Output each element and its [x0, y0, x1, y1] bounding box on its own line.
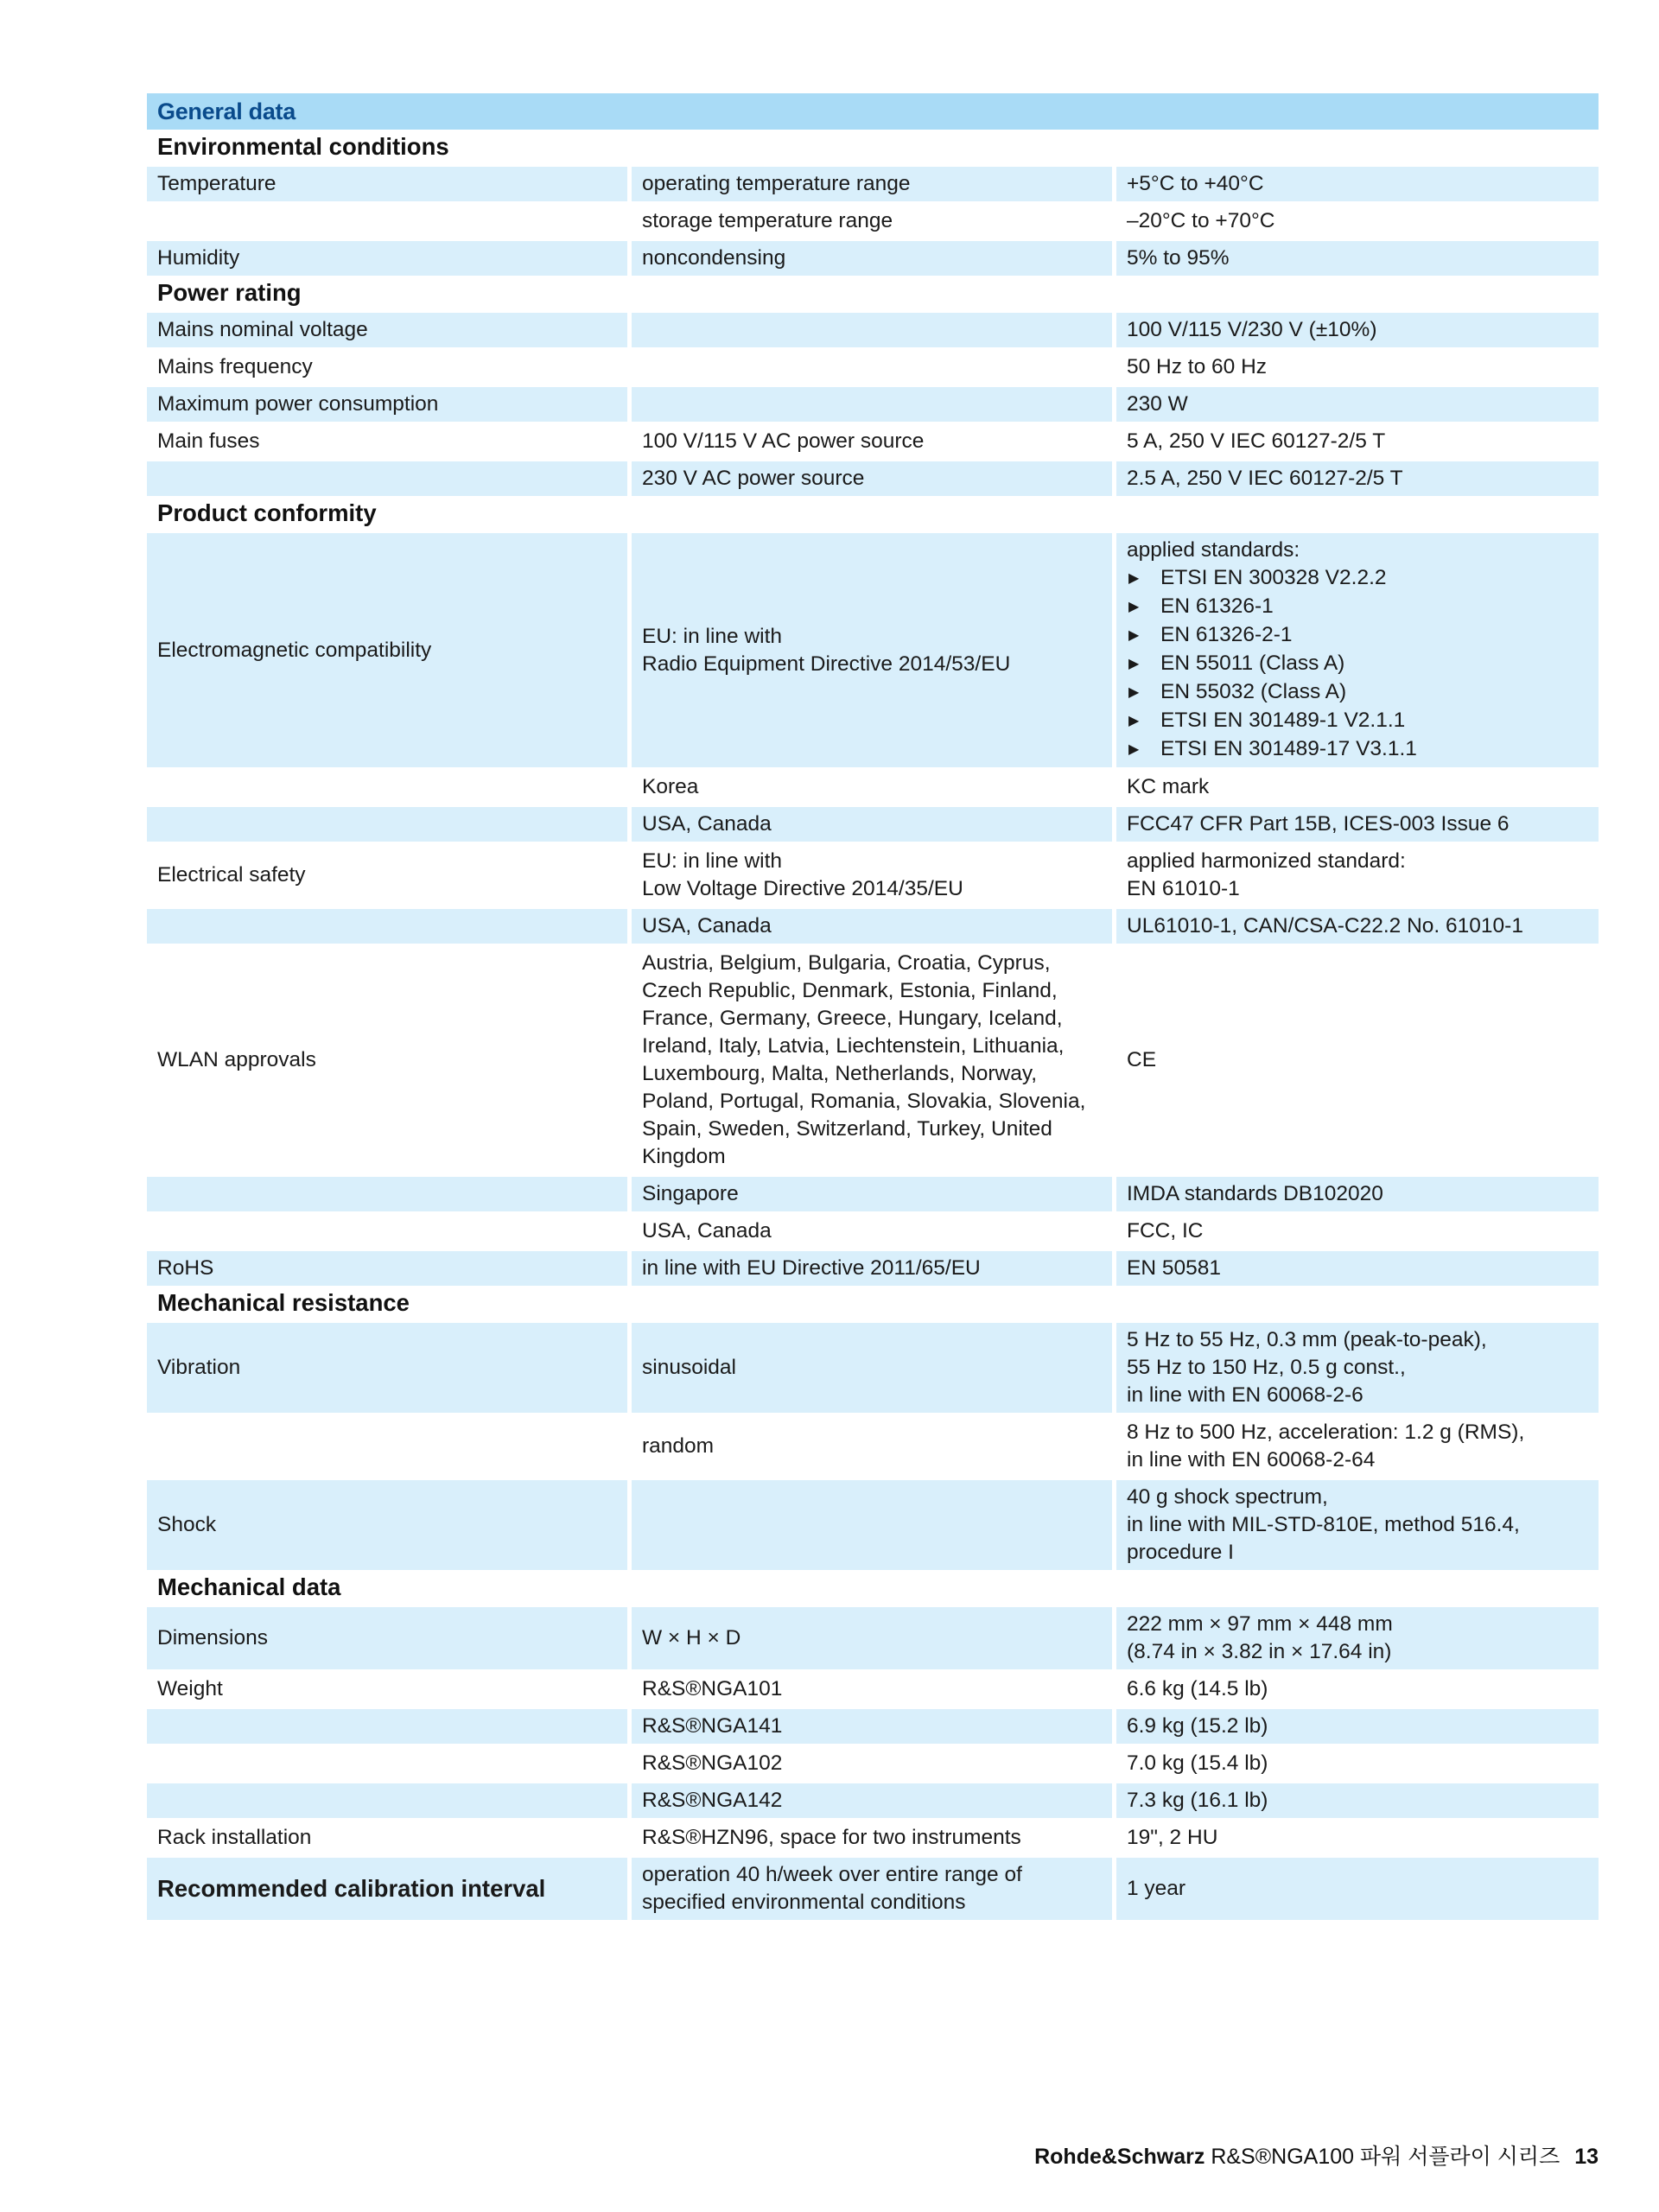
- parameter-cell: [147, 424, 627, 459]
- cell-line: R&S®NGA142: [642, 1789, 783, 1812]
- cell-line: Kingdom: [642, 1145, 726, 1168]
- condition-cell: [632, 807, 1112, 842]
- cell-line: KC mark: [1127, 775, 1210, 798]
- parameter-cell: [147, 461, 627, 496]
- table-row: [147, 1177, 1599, 1211]
- value-cell: [1116, 1783, 1599, 1818]
- parameter-cell: [147, 350, 627, 385]
- table-row: [147, 807, 1599, 842]
- cell-line: Electrical safety: [157, 863, 306, 887]
- value-cell-text: [1127, 1611, 1393, 1666]
- cell-line: 19", 2 HU: [1127, 1826, 1218, 1849]
- parameter-cell: [147, 1672, 627, 1707]
- cell-line: 100 V/115 V AC power source: [642, 429, 925, 453]
- section-title-row: [147, 1286, 1599, 1320]
- value-cell-text: [1127, 810, 1510, 838]
- table-row: [147, 1821, 1599, 1855]
- section-title-row: [147, 276, 1599, 310]
- value-cell: [1116, 1251, 1599, 1286]
- table-row: [147, 313, 1599, 347]
- condition-cell: [632, 1607, 1112, 1669]
- parameter-cell: [147, 1415, 627, 1478]
- parameter-cell-text: [157, 1624, 268, 1652]
- value-cell: [1116, 1415, 1599, 1478]
- table-row: [147, 387, 1599, 422]
- condition-cell-text: [642, 1750, 782, 1777]
- parameter-cell: [147, 387, 627, 422]
- cell-line: EN 50581: [1127, 1256, 1221, 1280]
- parameter-cell-text: [157, 861, 306, 889]
- condition-cell-text: [642, 207, 893, 235]
- cell-line: IMDA standards DB102020: [1127, 1182, 1383, 1205]
- cell-line: Shock: [157, 1513, 217, 1536]
- parameter-cell-text: [157, 1824, 311, 1852]
- cell-line: 222 mm × 97 mm × 448 mm: [1127, 1612, 1393, 1636]
- cell-line: Korea: [642, 775, 699, 798]
- value-cell-text: [1127, 170, 1264, 198]
- value-cell: [1116, 1672, 1599, 1707]
- condition-cell: [632, 844, 1112, 906]
- value-cell: [1116, 946, 1599, 1174]
- cell-line: R&S®NGA101: [642, 1677, 783, 1700]
- calibration-label: Recommended calibration interval: [147, 1858, 627, 1920]
- section-title: Environmental conditions: [147, 130, 1599, 164]
- cell-line: FCC, IC: [1127, 1219, 1204, 1243]
- value-cell: [1116, 350, 1599, 385]
- table-header: General data: [147, 93, 1599, 130]
- cell-line: EU: in line with: [642, 624, 783, 648]
- standard-list-item: ▶ EN 61326-2-1: [1127, 621, 1417, 650]
- parameter-cell: [147, 807, 627, 842]
- cell-line: R&S®HZN96, space for two instruments: [642, 1826, 1021, 1849]
- cell-line: in line with MIL-STD-810E, method 516.4,: [1127, 1513, 1520, 1536]
- value-cell-text: [1127, 1419, 1524, 1474]
- parameter-cell: [147, 1480, 627, 1570]
- value-cell: [1116, 313, 1599, 347]
- parameter-cell: [147, 241, 627, 276]
- datasheet-table: [147, 93, 1599, 1920]
- parameter-cell-text: [157, 428, 259, 455]
- cell-line: Mains frequency: [157, 355, 313, 378]
- cell-line: Czech Republic, Denmark, Estonia, Finland,: [642, 979, 1058, 1002]
- cell-line: Mains nominal voltage: [157, 318, 368, 341]
- cell-line: Dimensions: [157, 1626, 268, 1649]
- table-row: [147, 167, 1599, 201]
- value-cell: [1116, 387, 1599, 422]
- condition-cell-text: [642, 950, 1085, 1171]
- section-title: Mechanical data: [147, 1570, 1599, 1605]
- condition-cell-text: [642, 810, 772, 838]
- value-cell-text: [1127, 1180, 1383, 1208]
- cell-line: Poland, Portugal, Romania, Slovakia, Slovenia,: [642, 1090, 1086, 1113]
- value-cell: [1116, 807, 1599, 842]
- cell-line: applied harmonized standard:: [1127, 849, 1406, 873]
- condition-cell: [632, 461, 1112, 496]
- cell-line: 5% to 95%: [1127, 246, 1230, 270]
- cell-line: Ireland, Italy, Latvia, Liechtenstein, Lithuania,: [642, 1034, 1065, 1058]
- cell-line: RoHS: [157, 1256, 214, 1280]
- condition-cell-text: [642, 245, 785, 272]
- standard-list-item: ▶ ETSI EN 300328 V2.2.2: [1127, 564, 1417, 593]
- value-cell-text: [1127, 1713, 1268, 1740]
- parameter-cell: [147, 1709, 627, 1744]
- condition-cell-text: [642, 773, 698, 801]
- parameter-cell-text: [157, 1511, 216, 1539]
- table-row: [147, 1672, 1599, 1707]
- value-cell-text: [1127, 353, 1267, 381]
- cell-line: Austria, Belgium, Bulgaria, Croatia, Cyprus,: [642, 951, 1051, 975]
- cell-line: Vibration: [157, 1356, 241, 1379]
- condition-cell: [632, 204, 1112, 238]
- value-cell-text: [1127, 465, 1403, 493]
- parameter-cell: [147, 946, 627, 1174]
- parameter-cell-text: [157, 316, 368, 344]
- cell-line: 50 Hz to 60 Hz: [1127, 355, 1268, 378]
- cell-line: W × H × D: [642, 1626, 741, 1649]
- condition-cell: [632, 424, 1112, 459]
- value-cell: [1116, 909, 1599, 944]
- cell-line: in line with EU Directive 2011/65/EU: [642, 1256, 981, 1280]
- condition-cell: [632, 1783, 1112, 1818]
- condition-cell: [632, 1214, 1112, 1249]
- condition-cell-text: [642, 623, 1010, 678]
- cell-line: 2.5 A, 250 V IEC 60127-2/5 T: [1127, 467, 1403, 490]
- value-cell: [1116, 844, 1599, 906]
- table-row: [147, 1480, 1599, 1570]
- cell-line: applied standards:: [1127, 538, 1300, 562]
- cell-line: CE: [1127, 1048, 1157, 1071]
- cell-line: procedure I: [1127, 1541, 1234, 1564]
- cell-line: Spain, Sweden, Switzerland, Turkey, United: [642, 1117, 1052, 1141]
- condition-cell-text: [642, 1713, 782, 1740]
- standard-list-item: ▶ EN 61326-1: [1127, 593, 1417, 621]
- cell-line: Singapore: [642, 1182, 739, 1205]
- parameter-cell-text: [157, 1675, 223, 1703]
- cell-line: 6.6 kg (14.5 lb): [1127, 1677, 1268, 1700]
- standard-list-item: ▶ ETSI EN 301489-17 V3.1.1: [1127, 735, 1417, 764]
- value-cell-text: [1127, 1255, 1221, 1282]
- table-row: [147, 1783, 1599, 1818]
- value-cell: [1116, 1746, 1599, 1781]
- cell-line: random: [642, 1434, 715, 1458]
- condition-cell-text: [642, 1217, 772, 1245]
- cell-line: in line with EN 60068-2-64: [1127, 1448, 1376, 1471]
- value-cell-text: [1127, 245, 1230, 272]
- cell-line: specified environmental conditions: [642, 1891, 966, 1914]
- cell-line: 100 V/115 V/230 V (±10%): [1127, 318, 1377, 341]
- table-row: [147, 844, 1599, 906]
- value-cell-text: [1127, 1217, 1203, 1245]
- value-cell-text: [1127, 1046, 1156, 1074]
- parameter-cell-text: [157, 353, 313, 381]
- condition-cell: [632, 1709, 1112, 1744]
- condition-cell: [632, 387, 1112, 422]
- parameter-cell: [147, 167, 627, 201]
- cell-line: 40 g shock spectrum,: [1127, 1485, 1328, 1509]
- page-footer: [1034, 2139, 1599, 2171]
- cell-line: Weight: [157, 1677, 223, 1700]
- cell-line: 5 Hz to 55 Hz, 0.3 mm (peak-to-peak),: [1127, 1328, 1487, 1351]
- table-row: [147, 1323, 1599, 1413]
- cell-line: Main fuses: [157, 429, 260, 453]
- condition-cell-text: [642, 465, 864, 493]
- value-cell-text: [1127, 537, 1417, 764]
- cell-line: WLAN approvals: [157, 1048, 316, 1071]
- standard-list-item: ▶ ETSI EN 301489-1 V2.1.1: [1127, 707, 1417, 735]
- cell-line: USA, Canada: [642, 914, 772, 938]
- value-cell: [1116, 241, 1599, 276]
- value-cell: [1116, 1607, 1599, 1669]
- cell-line: R&S®NGA141: [642, 1714, 783, 1738]
- cell-line: Humidity: [157, 246, 240, 270]
- standard-list-item: ▶ EN 55011 (Class A): [1127, 650, 1417, 678]
- condition-cell-text: [642, 170, 911, 198]
- table-row: [147, 350, 1599, 385]
- calibration-row: [147, 1858, 1599, 1920]
- parameter-cell: [147, 313, 627, 347]
- cell-line: sinusoidal: [642, 1356, 736, 1379]
- condition-cell-text: [642, 428, 924, 455]
- parameter-cell: [147, 1177, 627, 1211]
- standard-list-item: ▶ EN 55032 (Class A): [1127, 678, 1417, 707]
- table-row: [147, 424, 1599, 459]
- value-cell: [1116, 461, 1599, 496]
- condition-cell: [632, 533, 1112, 767]
- parameter-cell: [147, 844, 627, 906]
- condition-cell-text: [642, 1824, 1021, 1852]
- condition-cell: [632, 1672, 1112, 1707]
- condition-cell-text: [642, 912, 772, 940]
- table-row: [147, 770, 1599, 804]
- condition-cell: [632, 1177, 1112, 1211]
- value-cell-text: [1127, 773, 1209, 801]
- value-cell: [1116, 424, 1599, 459]
- cell-line: USA, Canada: [642, 812, 772, 836]
- cell-line: 6.9 kg (15.2 lb): [1127, 1714, 1268, 1738]
- condition-cell: [632, 770, 1112, 804]
- cell-line: 7.0 kg (15.4 lb): [1127, 1751, 1268, 1775]
- condition-cell: [632, 909, 1112, 944]
- calibration-condition-text: [642, 1861, 1022, 1916]
- table-row: [147, 1251, 1599, 1286]
- parameter-cell-text: [157, 1255, 213, 1282]
- cell-line: EU: in line with: [642, 849, 783, 873]
- parameter-cell: [147, 1821, 627, 1855]
- cell-line: 55 Hz to 150 Hz, 0.5 g const.,: [1127, 1356, 1406, 1379]
- section-title: Power rating: [147, 276, 1599, 310]
- condition-cell: [632, 946, 1112, 1174]
- condition-cell-text: [642, 1180, 739, 1208]
- parameter-cell-text: [157, 1354, 240, 1382]
- table-row: [147, 461, 1599, 496]
- condition-cell: [632, 1746, 1112, 1781]
- value-cell-text: [1127, 1824, 1217, 1852]
- section-title-row: [147, 496, 1599, 531]
- calibration-value: 1 year: [1116, 1858, 1599, 1920]
- cell-line: R&S®NGA102: [642, 1751, 783, 1775]
- cell-line: operating temperature range: [642, 172, 911, 195]
- table-row: [147, 204, 1599, 238]
- parameter-cell: [147, 1251, 627, 1286]
- parameter-cell: [147, 770, 627, 804]
- cell-line: 8 Hz to 500 Hz, acceleration: 1.2 g (RMS),: [1127, 1421, 1525, 1444]
- cell-line: Electromagnetic compatibility: [157, 638, 432, 662]
- cell-line: +5°C to +40°C: [1127, 172, 1264, 195]
- value-cell-text: [1127, 1787, 1268, 1815]
- cell-line: –20°C to +70°C: [1127, 209, 1275, 232]
- cell-line: 230 W: [1127, 392, 1188, 416]
- section-title: Product conformity: [147, 496, 1599, 531]
- condition-cell-text: [642, 1624, 741, 1652]
- parameter-cell-text: [157, 170, 276, 198]
- value-cell: [1116, 533, 1599, 767]
- cell-line: Temperature: [157, 172, 276, 195]
- parameter-cell: [147, 1607, 627, 1669]
- table-row: [147, 241, 1599, 276]
- table-row: [147, 946, 1599, 1174]
- table-row: [147, 533, 1599, 767]
- condition-cell-text: [642, 1255, 981, 1282]
- parameter-cell: [147, 533, 627, 767]
- condition-cell-text: [642, 1675, 782, 1703]
- table-row: [147, 1415, 1599, 1478]
- condition-cell: [632, 1251, 1112, 1286]
- cell-line: operation 40 h/week over entire range of: [642, 1863, 1022, 1886]
- parameter-cell-text: [157, 637, 431, 664]
- section-title-row: [147, 1570, 1599, 1605]
- section-title: Mechanical resistance: [147, 1286, 1599, 1320]
- cell-line: USA, Canada: [642, 1219, 772, 1243]
- value-cell-text: [1127, 391, 1188, 418]
- cell-line: in line with EN 60068-2-6: [1127, 1383, 1363, 1407]
- cell-line: (8.74 in × 3.82 in × 17.64 in): [1127, 1640, 1392, 1663]
- cell-line: 230 V AC power source: [642, 467, 865, 490]
- footer-brand: Rohde&Schwarz: [1034, 2145, 1205, 2169]
- cell-line: 5 A, 250 V IEC 60127-2/5 T: [1127, 429, 1386, 453]
- parameter-cell: [147, 909, 627, 944]
- value-cell-text: [1127, 1750, 1268, 1777]
- value-cell-text: [1127, 1326, 1487, 1409]
- condition-cell-text: [642, 848, 963, 903]
- parameter-cell-text: [157, 1046, 316, 1074]
- table-row: [147, 909, 1599, 944]
- parameter-cell: [147, 1783, 627, 1818]
- parameter-cell-text: [157, 391, 438, 418]
- cell-line: France, Germany, Greece, Hungary, Iceland,: [642, 1007, 1063, 1030]
- table-row: [147, 1214, 1599, 1249]
- table-row: [147, 1607, 1599, 1669]
- table-row: [147, 1709, 1599, 1744]
- value-cell: [1116, 1214, 1599, 1249]
- value-cell-text: [1127, 316, 1376, 344]
- cell-line: Low Voltage Directive 2014/35/EU: [642, 877, 963, 900]
- cell-line: UL61010-1, CAN/CSA-C22.2 No. 61010-1: [1127, 914, 1523, 938]
- cell-line: Luxembourg, Malta, Netherlands, Norway,: [642, 1062, 1038, 1085]
- table-row: [147, 1746, 1599, 1781]
- value-cell-text: [1127, 848, 1406, 903]
- condition-cell-text: [642, 1354, 736, 1382]
- condition-cell: [632, 1323, 1112, 1413]
- cell-line: Maximum power consumption: [157, 392, 439, 416]
- condition-cell: [632, 167, 1112, 201]
- value-cell-text: [1127, 1675, 1268, 1703]
- value-cell: [1116, 167, 1599, 201]
- cell-line: Radio Equipment Directive 2014/53/EU: [642, 652, 1011, 676]
- cell-line: 7.3 kg (16.1 lb): [1127, 1789, 1268, 1812]
- table-body: [147, 130, 1599, 1920]
- parameter-cell: [147, 1214, 627, 1249]
- footer-product: R&S®NGA100 파워 서플라이 시리즈: [1211, 2145, 1560, 2169]
- cell-line: Rack installation: [157, 1826, 312, 1849]
- value-cell-text: [1127, 207, 1274, 235]
- parameter-cell: [147, 204, 627, 238]
- value-cell: [1116, 1480, 1599, 1570]
- cell-line: FCC47 CFR Part 15B, ICES-003 Issue 6: [1127, 812, 1510, 836]
- cell-line: storage temperature range: [642, 209, 893, 232]
- value-cell: [1116, 1177, 1599, 1211]
- value-cell: [1116, 770, 1599, 804]
- condition-cell: [632, 350, 1112, 385]
- condition-cell: [632, 241, 1112, 276]
- condition-cell: [632, 1821, 1112, 1855]
- cell-line: EN 61010-1: [1127, 877, 1240, 900]
- condition-cell: [632, 313, 1112, 347]
- value-cell-text: [1127, 912, 1523, 940]
- value-cell-text: [1127, 428, 1385, 455]
- value-cell: [1116, 204, 1599, 238]
- condition-cell-text: [642, 1433, 714, 1460]
- value-cell: [1116, 1709, 1599, 1744]
- parameter-cell-text: [157, 245, 239, 272]
- condition-cell: [632, 1480, 1112, 1570]
- condition-cell: [632, 1415, 1112, 1478]
- value-cell-text: [1127, 1484, 1520, 1567]
- calibration-condition: [632, 1858, 1112, 1920]
- parameter-cell: [147, 1323, 627, 1413]
- section-title-row: [147, 130, 1599, 164]
- value-cell: [1116, 1323, 1599, 1413]
- parameter-cell: [147, 1746, 627, 1781]
- condition-cell-text: [642, 1787, 782, 1815]
- page-number: 13: [1574, 2145, 1599, 2169]
- value-cell: [1116, 1821, 1599, 1855]
- cell-line: noncondensing: [642, 246, 786, 270]
